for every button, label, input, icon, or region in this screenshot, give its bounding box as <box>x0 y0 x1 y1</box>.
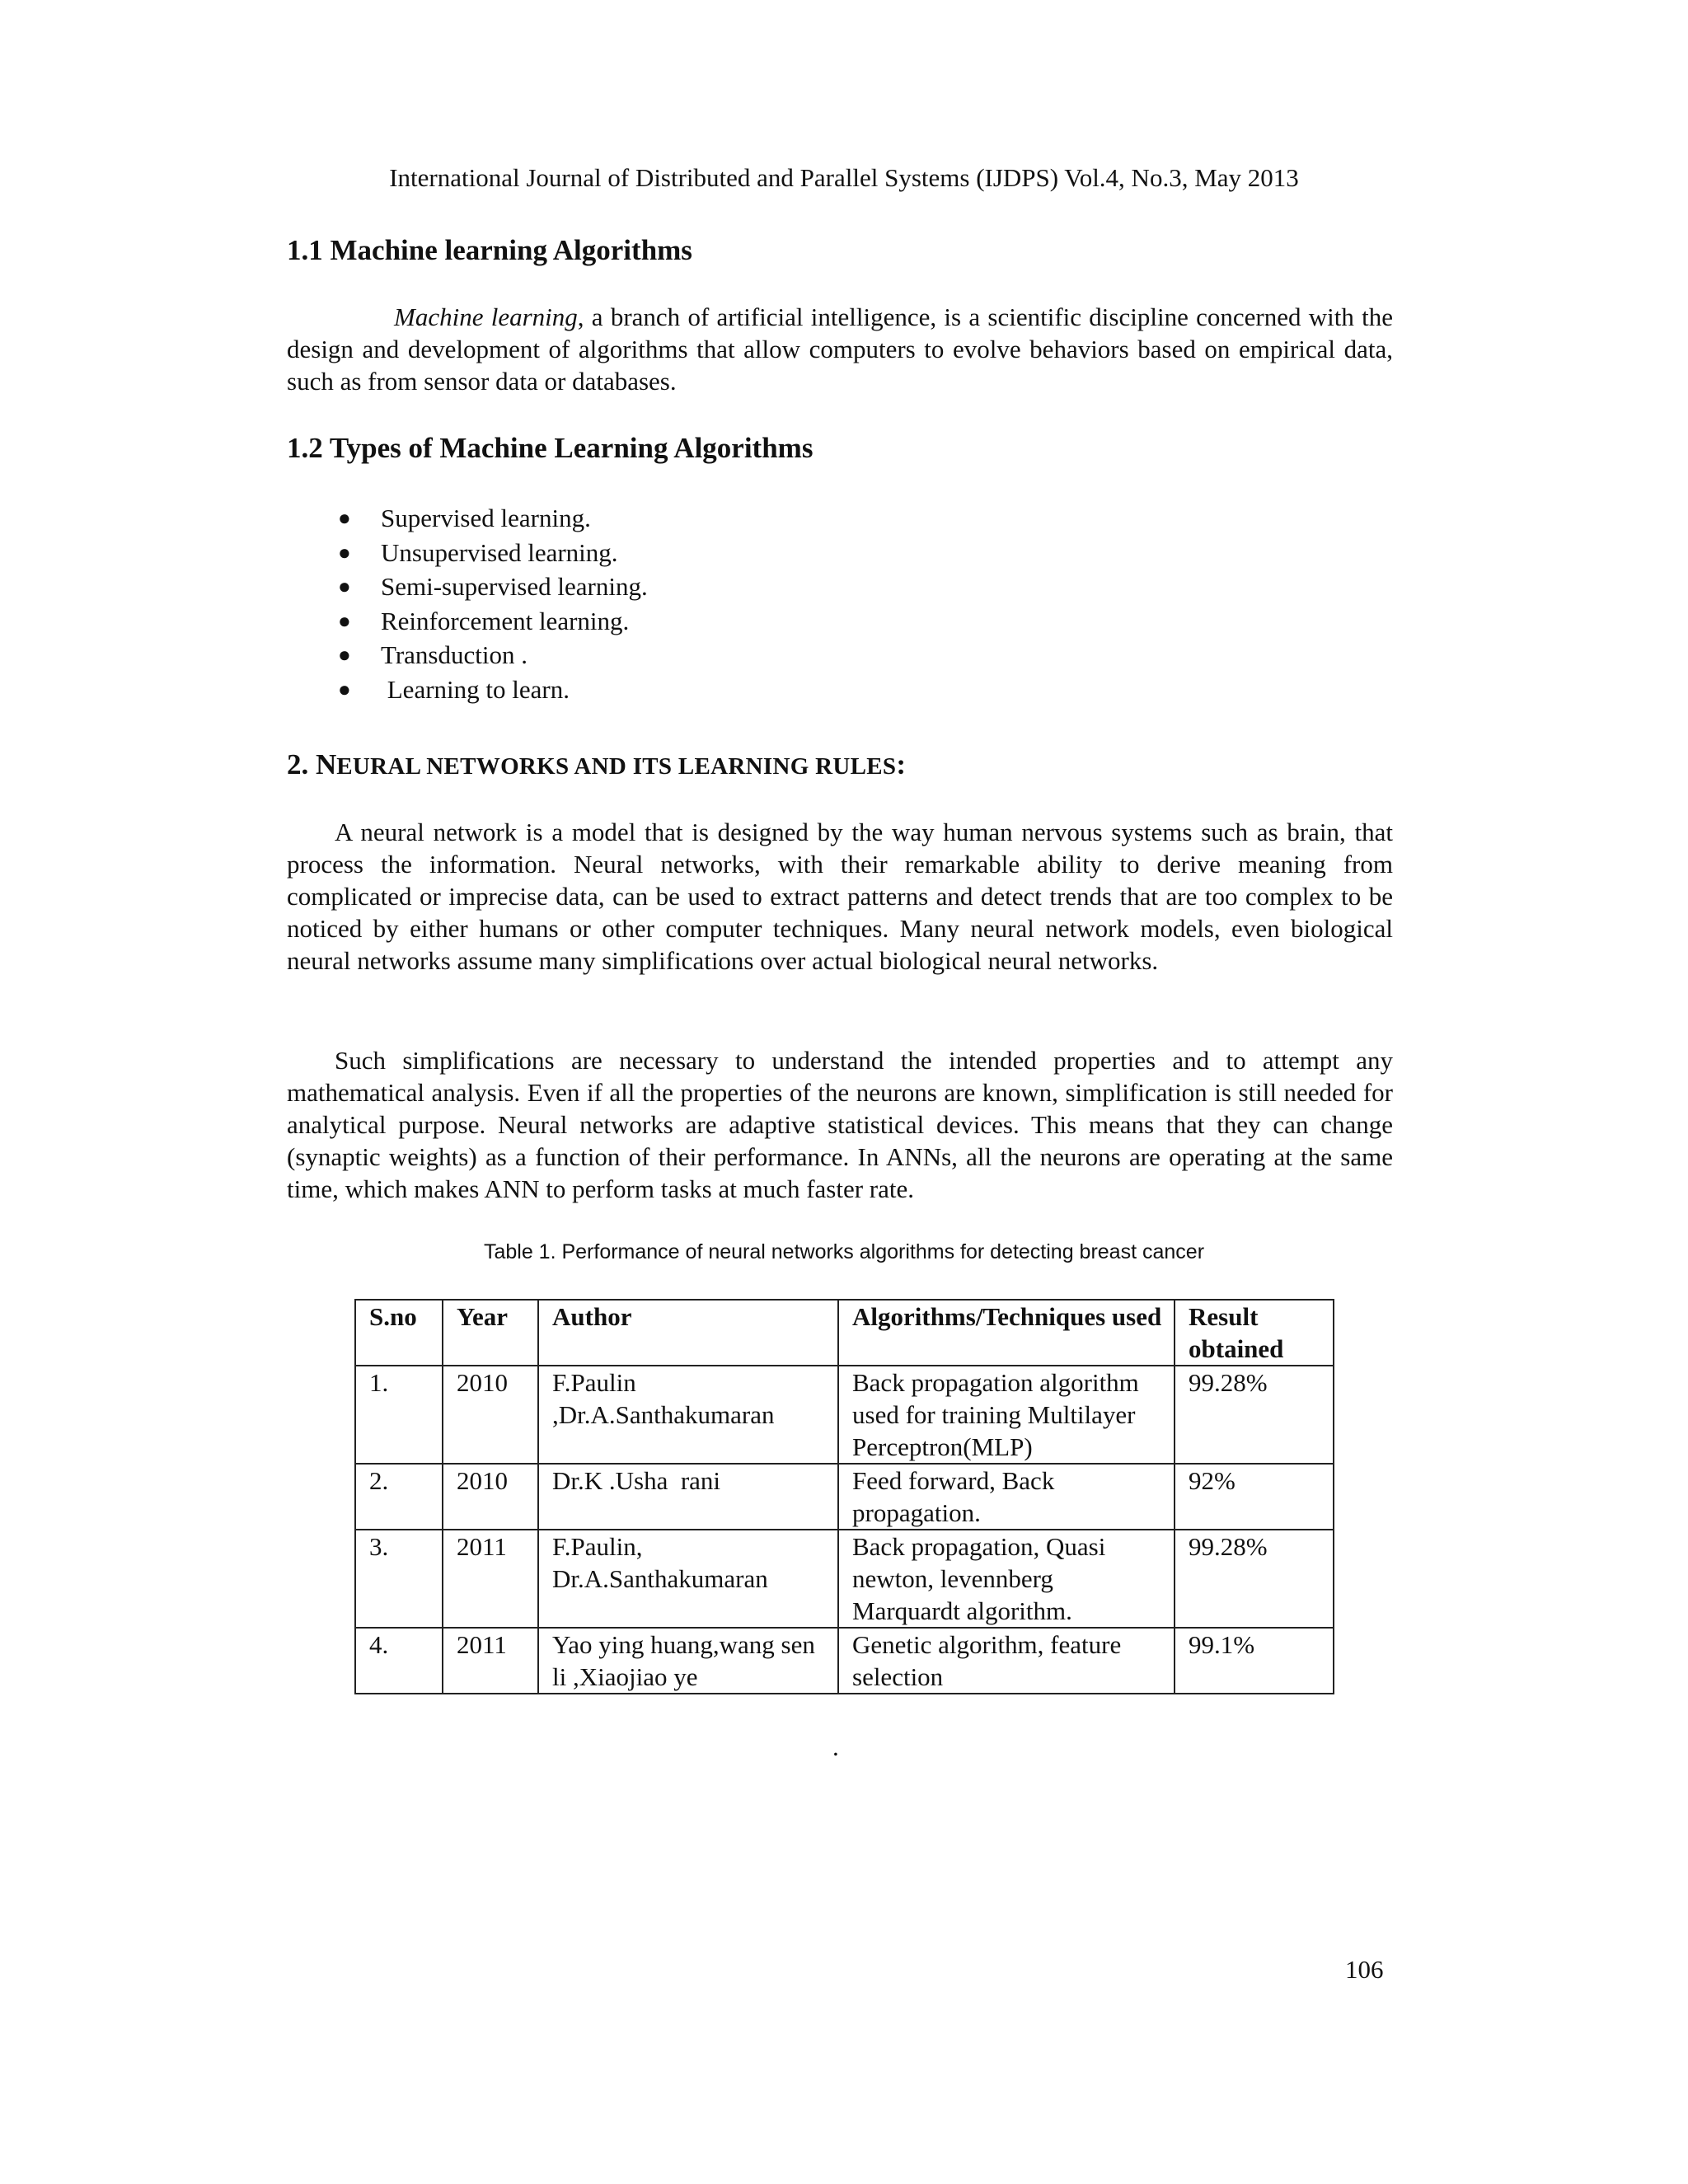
column-header-year: Year <box>443 1300 538 1366</box>
cell-year: 2010 <box>443 1464 538 1530</box>
section-heading-2 <box>287 747 906 785</box>
cell-sno: 2. <box>355 1464 443 1530</box>
ml-definition-text: , a branch of artificial intelligence, is a scientific discipline concerned with the design and development of algorithms that allow computers to evolve behaviors based on empirical data, such as from sensor data or databases. <box>287 302 1393 396</box>
column-header-result: Result obtained <box>1175 1300 1334 1366</box>
bullet-icon: ● <box>338 574 351 599</box>
ml-types-list <box>338 501 648 707</box>
list-item: ● Supervised learning. <box>338 501 648 536</box>
column-header-author: Author <box>538 1300 838 1366</box>
table-caption: Table 1. Performance of neural networks algorithms for detecting breast cancer <box>483 1240 1205 1263</box>
cell-author: F.Paulin, Dr.A.Santhakumaran <box>538 1530 838 1628</box>
performance-table <box>354 1299 1334 1694</box>
table-trailing-mark: . <box>832 1732 839 1761</box>
running-header: International Journal of Distributed and Parallel Systems (IJDPS) Vol.4, No.3, May 2013 <box>389 163 1299 192</box>
cell-result: 99.1% <box>1175 1628 1334 1694</box>
cell-sno: 3. <box>355 1530 443 1628</box>
bullet-icon: ● <box>338 608 351 633</box>
cell-algorithm: Genetic algorithm, feature selection <box>838 1628 1175 1694</box>
cell-author: Yao ying huang,wang sen li ,Xiaojiao ye <box>538 1628 838 1694</box>
cell-algorithm: Feed forward, Back propagation. <box>838 1464 1175 1530</box>
cell-algorithm: Back propagation algorithm used for training Multilayer Perceptron(MLP) <box>838 1366 1175 1464</box>
cell-author: F.Paulin ,Dr.A.Santhakumaran <box>538 1366 838 1464</box>
section-heading-1-1: 1.1 Machine learning Algorithms <box>287 234 692 266</box>
ml-lead-term: Machine learning <box>394 302 578 331</box>
cell-year: 2010 <box>443 1366 538 1464</box>
table-row <box>355 1366 1334 1464</box>
list-item: ● Learning to learn. <box>338 673 648 707</box>
cell-sno: 1. <box>355 1366 443 1464</box>
cell-result: 92% <box>1175 1464 1334 1530</box>
list-item: ● Transduction . <box>338 638 648 673</box>
cell-result: 99.28% <box>1175 1366 1334 1464</box>
cell-sno: 4. <box>355 1628 443 1694</box>
table-row <box>355 1464 1334 1530</box>
neural-network-paragraph-2: Such simplifications are necessary to understand the intended properties and to attempt any mathematical analysis. Even if all the properties of the neurons are known, simplification is still needed for analytical purpose. Neural networks are adaptive statistical devices. This means that they can change (synaptic weights) as a function of their performance. In ANNs, all the neurons are operating at the same time, which makes ANN to perform tasks at much faster rate. <box>287 1046 1393 1203</box>
cell-algorithm: Back propagation, Quasi newton, levennberg Marquardt algorithm. <box>838 1530 1175 1628</box>
section-2-title: EURAL NETWORKS AND ITS LEARNING RULES <box>336 753 897 780</box>
list-item: ● Reinforcement learning. <box>338 604 648 639</box>
section-2-colon: : <box>896 748 906 780</box>
cell-author: Dr.K .Usha rani <box>538 1464 838 1530</box>
ml-definition-paragraph <box>287 301 1393 397</box>
page-number: 106 <box>1345 1955 1384 1984</box>
table-row <box>355 1628 1334 1694</box>
column-header-sno: S.no <box>355 1300 443 1366</box>
cell-year: 2011 <box>443 1628 538 1694</box>
cell-result: 99.28% <box>1175 1530 1334 1628</box>
list-item: ● Unsupervised learning. <box>338 536 648 570</box>
column-header-algorithms: Algorithms/Techniques used <box>838 1300 1175 1366</box>
cell-year: 2011 <box>443 1530 538 1628</box>
bullet-icon: ● <box>338 643 351 668</box>
section-heading-1-2: 1.2 Types of Machine Learning Algorithms <box>287 432 814 464</box>
bullet-icon: ● <box>338 677 351 701</box>
bullet-icon: ● <box>338 540 351 565</box>
bullet-icon: ● <box>338 506 351 530</box>
list-item: ● Semi-supervised learning. <box>338 569 648 604</box>
table-header-row <box>355 1300 1334 1366</box>
neural-network-paragraph-1: A neural network is a model that is designed by the way human nervous systems such as brain, that process the information. Neural networks, with their remarkable ability to derive meaning from complicated or imprecise data, can be used to extract patterns and detect trends that are too complex to be noticed by either humans or other computer techniques. Many neural network models, even biological neural networks assume many simplifications over actual biological neural networks. <box>287 818 1393 975</box>
section-2-number: 2. N <box>287 748 337 780</box>
table-row <box>355 1530 1334 1628</box>
